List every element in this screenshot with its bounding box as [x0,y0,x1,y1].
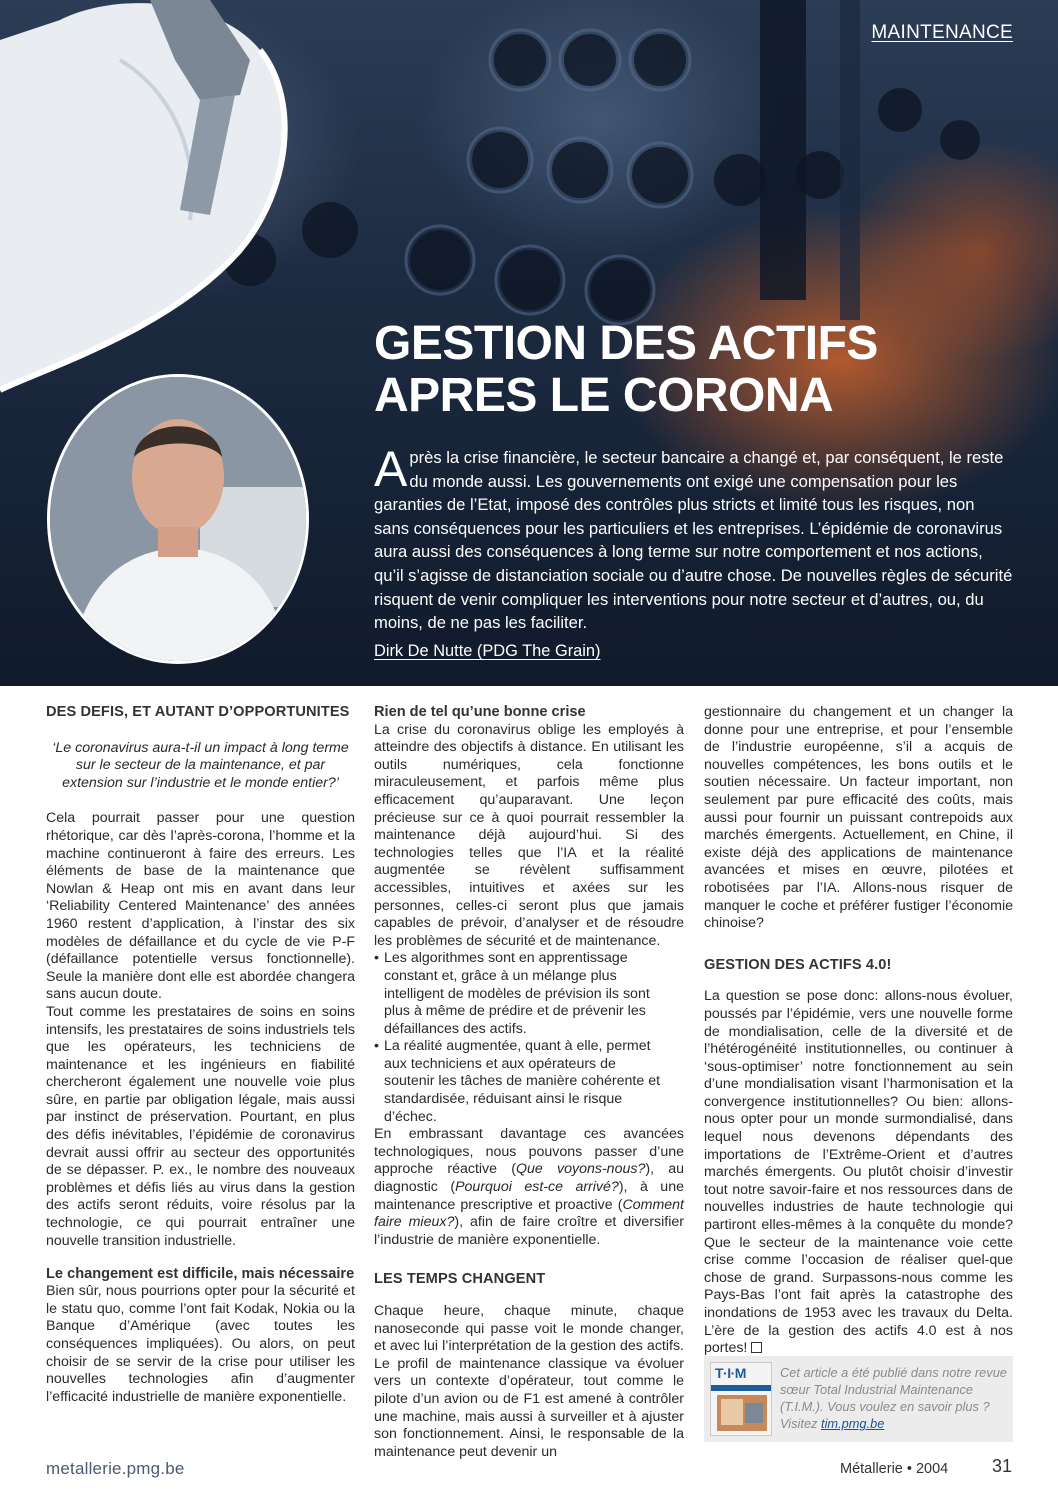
bullet-item: • La réalité augmentée, quant à elle, permet aux techniciens et aux opérateurs de soutenir les tâches de manière cohérente et standardisée, réduisant ainsi le risque d’échec. [374,1038,684,1126]
bullet-list [374,950,684,1126]
section-heading-temps: LES TEMPS CHANGENT [374,1271,546,1288]
paragraph: Bien sûr, nous pourrions opter pour la sécurité et le statu quo, comme l’ont fait Kodak, Nokia ou la Banque d’Amérique (avec toutes les conséquences impliquées). Ou alors, on peut choisir de se servir de la crise pour utiliser les nouvelles technologies afin d’augmenter l’efficacité industrielle de manière exponentielle. [46,1283,355,1405]
tim-magazine-cover [710,1362,772,1436]
column-2 [374,704,684,1461]
section-heading-actifs: GESTION DES ACTIFS 4.0! [704,956,892,973]
portrait-graphic [50,377,309,664]
hero-image [0,0,1058,686]
footer-website-link[interactable]: metallerie.pmg.be [46,1459,185,1478]
bullet-item: • Les algorithmes sont en apprentissage constant et, grâce à un mélange plus intelligent de modèles de prévision ils sont plus à même de prédire et de prévenir les défaillances des actifs. [374,950,684,1038]
paragraph: Chaque heure, chaque minute, chaque nanoseconde qui passe voit le monde changer, et avec lui l’interprétation de la gestion des actifs. Le profil de maintenance classique va évoluer vers un contexte d’opérateur, tout comme le pilote d’un avion ou de F1 est amené à contrôler une machine, mais aussi à surveiller et à ajuster son fonctionnement. Ainsi, le responsable de la maintenance peut devenir un [374,1303,684,1460]
tim-info-box [704,1356,1013,1442]
subheading-crise: Rien de tel qu’une bonne crise [374,704,586,720]
author-portrait [47,374,309,664]
pull-quote: ‘Le coronavirus aura-t-il un impact à long terme sur le secteur de la maintenance, et par extension sur l’industrie et le monde entier?’ [52,739,349,791]
article-title: GESTION DES ACTIFS APRES LE CORONA [374,317,878,422]
paragraph: La crise du coronavirus oblige les employés à atteindre des objectifs à distance. En utilisant les outils numériques, cela fonctionne miraculeusement, et parfois même plus efficacement qu’auparavant. Une leçon précieuse sur ce à quoi pourrait ressembler la maintenance déjà aujourd’hui. Si des technologies telles que l’IA et la réalité augmentée se révèlent suffisamment accessibles, intuitives et axées sur les personnes, celles-ci seront plus que jamais capables de prévoir, d’analyser et de résoudre les problèmes de sécurité et de maintenance. [374,721,684,949]
intro-dropcap: A [374,441,408,497]
paragraph: gestionnaire du changement et un changer la donne pour une entreprise, et pour l’ensemble de l’industrie européenne, s’il a acquis de nouvelles compétences, les bons outils et le soutien nécessaire. Un facteur important, non seulement par pure efficacité des coûts, mais aussi pour fournir un puissant contrepoids aux marchés émergents. Actuellement, en Chine, il existe déjà des applications de maintenance avancées et mises en œuvre, pilotées et robotisées par l’IA. Allons-nous risquer de manquer le coche et préférer fustiger l’économie chinoise? [704,704,1013,932]
page-number: 31 [992,1456,1013,1476]
intro-text: près la crise financière, le secteur bancaire a changé et, par conséquent, le reste du monde aussi. Les gouvernements ont exigé une compensation pour les garanties de l’Etat, imposé des contrôles plus stricts et limité tous les risques, non sans conséquences pour les particuliers et les entreprises. L’épidémie de coronavirus aura aussi des conséquences à long terme sur notre comportement et nos actions, qu’il s’agisse de distanciation sociale ou d’autre chose. De nouvelles règles de sécurité risquent de venir compliquer les interventions pour notre secteur et d’autres, ou, du moins, de ne pas les faciliter. [374,448,1013,633]
tim-logo: T·I·M [715,1365,746,1381]
section-heading-defis: DES DEFIS, ET AUTANT D’OPPORTUNITES [46,704,350,720]
article-intro [374,441,1014,635]
subheading-changement: Le changement est difficile, mais nécessaire [46,1266,355,1283]
column-3 [704,704,1013,1358]
column-1 [46,704,355,1406]
paragraph: En embrassant davantage ces avancées technologiques, nous pouvons passer d’une approche réactive (Que voyons-nous?), au diagnostic (Pourquoi est-ce arrivé?), à une maintenance prescriptive et proactive (Comment faire mieux?), afin de faire croître et diversifier l’industrie de manière exponentielle. [374,1126,684,1248]
tim-link[interactable]: tim.pmg.be [821,1416,885,1431]
section-label: MAINTENANCE [871,22,1013,43]
author-byline: Dirk De Nutte (PDG The Grain) [374,642,601,660]
footer-publication: Métallerie • 2004 [840,1461,949,1477]
end-mark-icon [751,1342,762,1353]
paragraph: Tout comme les prestataires de soins en soins intensifs, les prestataires de soins industriels tels que les opérateurs, les techniciens de maintenance et les ingénieurs en fiabilité chercheront également une nouvelle voie plus sûre, en partie par obligation légale, mais aussi par instinct de préservation. Pourtant, en plus des défis inévitables, l’épidémie de coronavirus devrait aussi offrir au secteur des opportunités de se dépasser. P. ex., le nombre des nouveaux problèmes et défis liés au virus dans la gestion des actifs seront réduits, voire résolus par la technologie, ce qui pourrait entraîner une nouvelle transition industrielle. [46,1003,355,1249]
paragraph: Cela pourrait passer pour une question rhétorique, car dès l’après-corona, l’homme et la machine continueront à faire des erreurs. Les éléments de base de la maintenance que Nowlan & Heap ont mis en avant dans leur ‘Reliability Centered Maintenance’ des années 1960 restent d’application, à l’instar des six modèles de défaillance et du cycle de vie P-F (défaillance potentielle versus fonctionnelle). Seule la manière dont elle est abordée changera sans aucun doute. [46,810,355,1003]
infobox-text: Cet article a été publié dans notre revue sœur Total Industrial Maintenance (T.I.M.). Vous voulez en savoir plus ? Visitez tim.pmg.be [780,1365,1007,1431]
paragraph: La question se pose donc: allons-nous évoluer, poussés par l’épidémie, vers une nouvelle forme de mondialisation, celle de la diversité et de l’hétérogénéité institutionnelles, ou continuer à ‘sous-optimiser’ notre fonctionnement au sein d’une mondialisation visant l’harmonisation et la convergence institutionnelles? Ou bien: allons-nous opter pour un monde surmondialisé, dans lequel nous devenons dépendants des importations de l’Extrême-Orient et d’autres marchés émergents. Ou plutôt choisir d’investir tout notre savoir-faire et nos ressources dans de nouvelles industries de haute technologie qui partiront elles-mêmes à la conquête du monde? Que le secteur de la maintenance voie cette crise comme l’occasion de réaliser quel-que chose de grand. Surpassons-nous comme les Pays-Bas l’ont fait après la catastrophe des inondations de 1953 avec les travaux du Delta. L’ère de la gestion des actifs 4.0 est à nos portes! [704,988,1013,1357]
